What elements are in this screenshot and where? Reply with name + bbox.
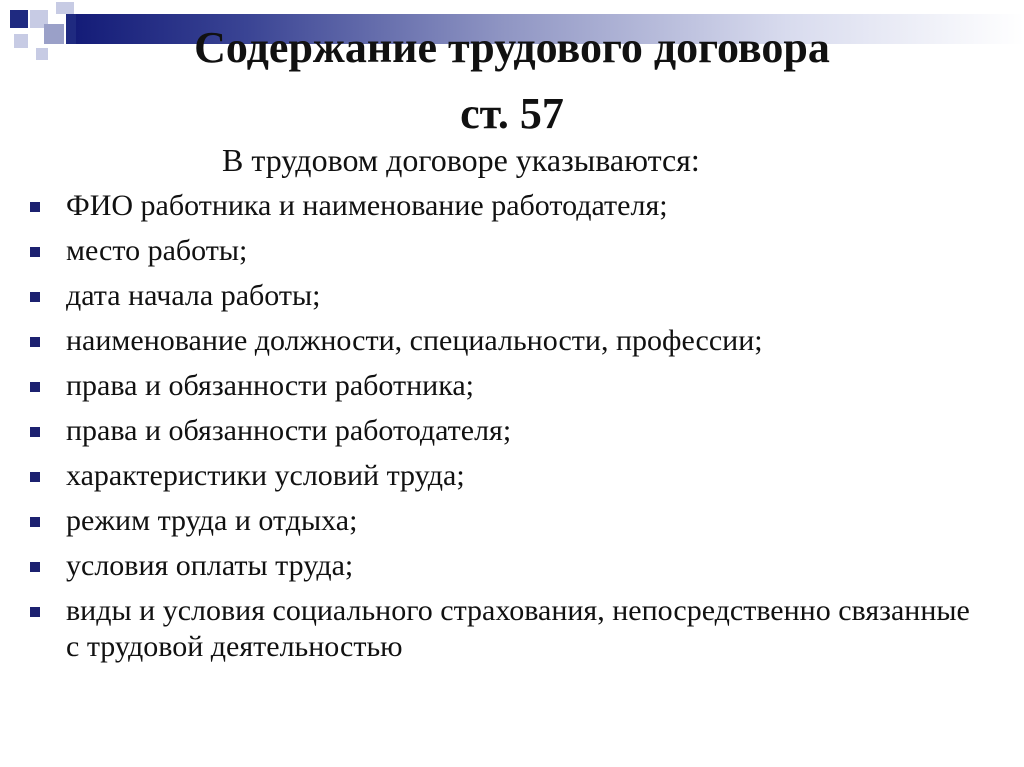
list-item-text: характеристики условий труда; [66, 459, 465, 492]
list-item-text: права и обязанности работодателя; [66, 414, 512, 447]
list-item [24, 188, 984, 224]
list-item-text: ФИО работника и наименование работодателя; [66, 189, 668, 222]
list-item [24, 278, 984, 314]
list-item [24, 548, 984, 584]
square-bullet-icon [30, 202, 40, 212]
square-bullet-icon [30, 382, 40, 392]
square-bullet-icon [30, 247, 40, 257]
list-item-text: режим труда и отдыха; [66, 504, 358, 537]
square-bullet-icon [30, 427, 40, 437]
square-bullet-icon [30, 562, 40, 572]
intro-text: В трудовом договоре указываются: [222, 142, 700, 178]
list-item-text: права и обязанности работника; [66, 369, 475, 402]
list-item [24, 503, 984, 539]
square-bullet-icon [30, 292, 40, 302]
list-item [24, 368, 984, 404]
list-item [24, 323, 984, 359]
list-item [24, 458, 984, 494]
requirements-list [24, 188, 984, 674]
square-bullet-icon [30, 337, 40, 347]
list-item-text: наименование должности, специальности, профессии; [66, 324, 763, 357]
list-item [24, 233, 984, 269]
slide-subtitle: ст. 57 [460, 89, 564, 138]
list-item-text: дата начала работы; [66, 279, 321, 312]
square-bullet-icon [30, 517, 40, 527]
list-item-text: условия оплаты труда; [66, 549, 354, 582]
list-item [24, 593, 984, 665]
square-bullet-icon [30, 607, 40, 617]
square-bullet-icon [30, 472, 40, 482]
corner-square [56, 2, 74, 14]
list-item [24, 413, 984, 449]
list-item-text: виды и условия социального страхования, непосредственно связанные с трудовой деятельностью [66, 594, 970, 663]
slide-title: Содержание трудового договора [194, 23, 830, 72]
list-item-text: место работы; [66, 234, 248, 267]
